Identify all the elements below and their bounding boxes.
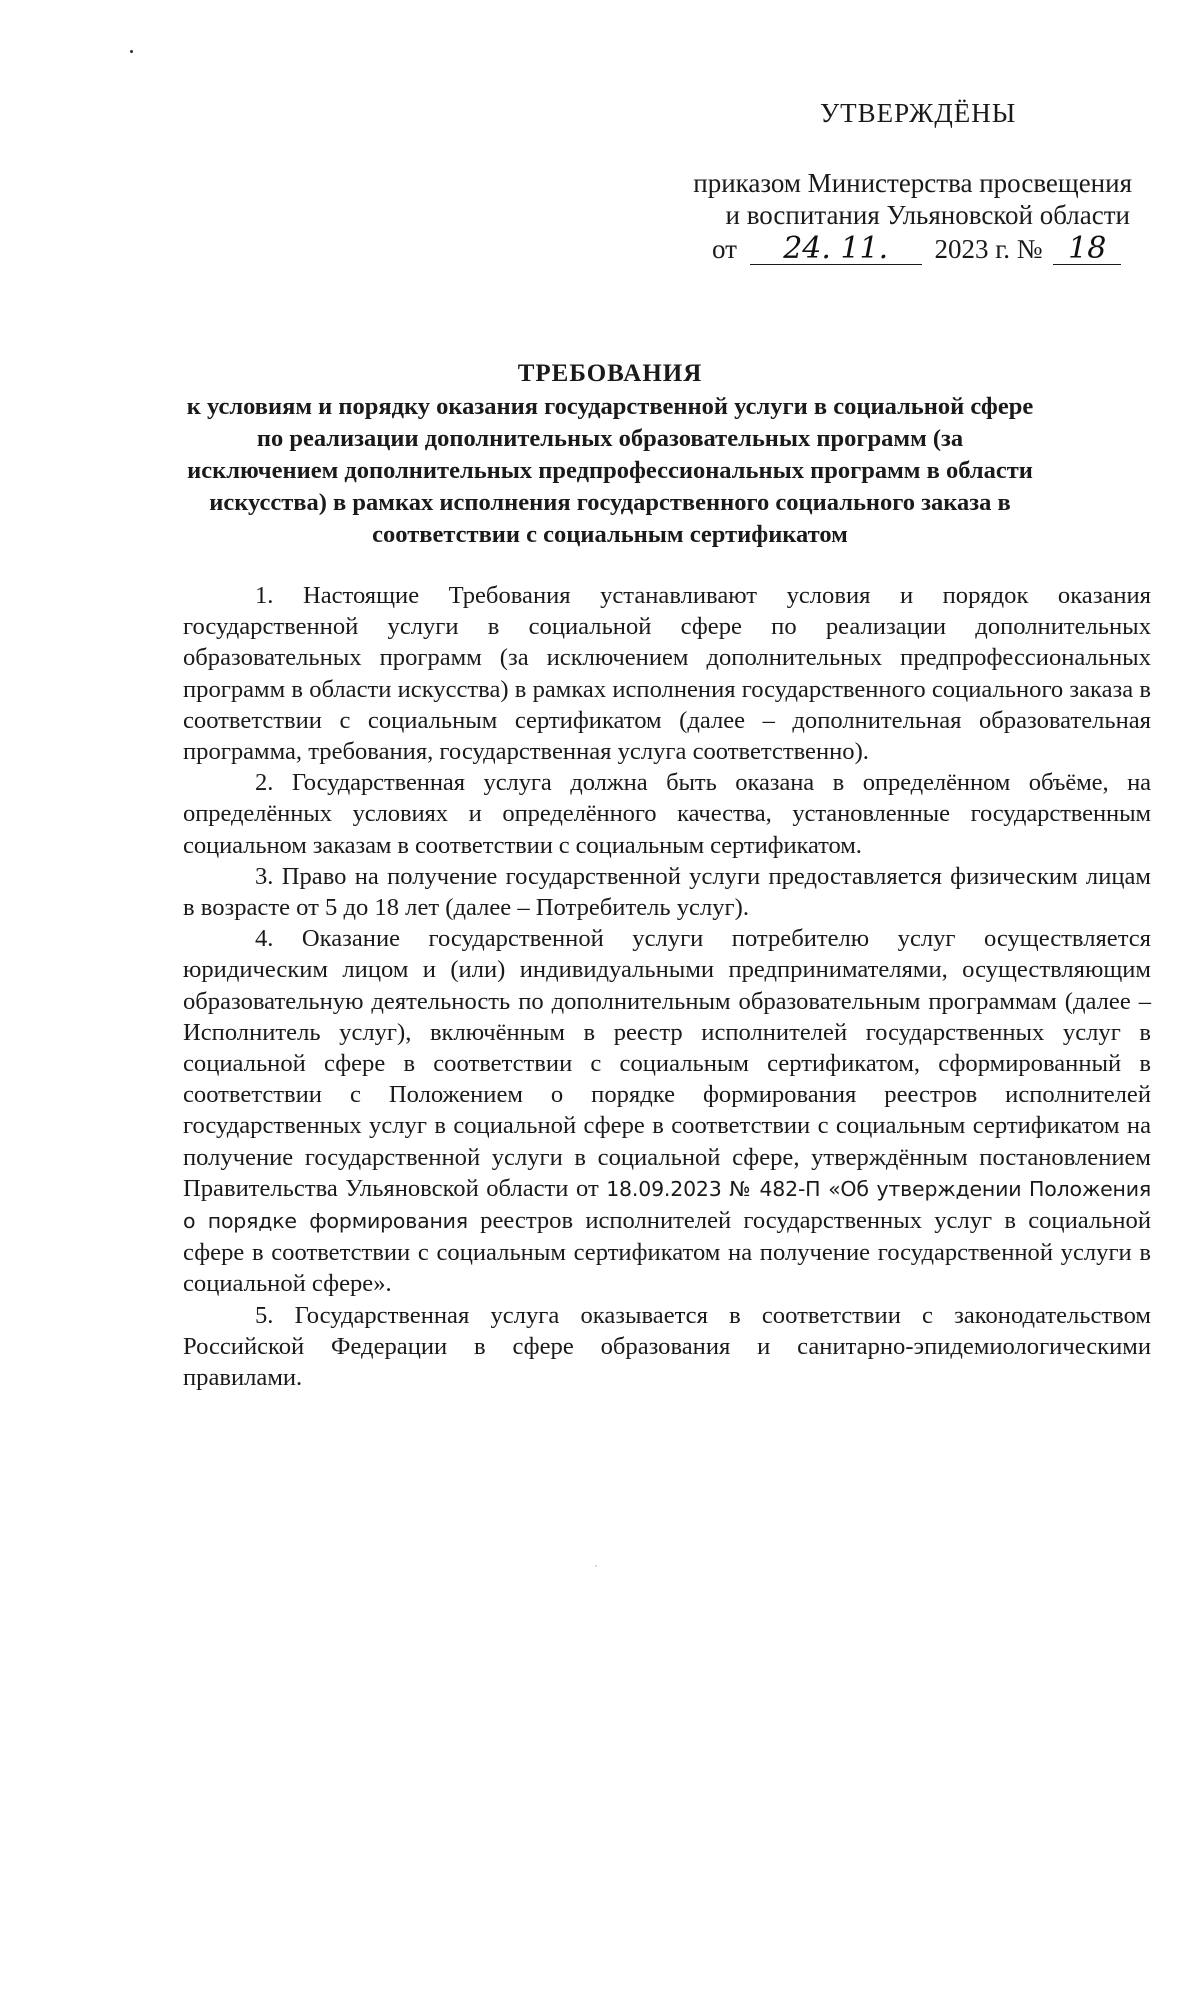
paragraph-4-resolution-ref: 18.09.2023 № 482-П «Об утверждении Положения о порядке формирования <box>183 1176 1152 1234</box>
document-subtitle: к условиям и порядку оказания государственной услуги в социальной сфере по реализации дополнительных образовательных программ (за исключением дополнительных предпрофессиональных программ в области искусства) в рамках исполнения государственного социального заказа в соответствии с социальным сертификатом <box>186 393 1034 548</box>
paragraph-4-main: 4. Оказание государственной услуги потребителю услуг осуществляется юридическим лицом и (или) индивидуальными предпринимателями, осуществляющим образовательную деятельность по дополнительным образовательным программам (далее – Исполнитель услуг), включённым в реестр исполнителей государственных услуг в социальной сфере в соответствии с социальным сертификатом, сформированный в соответствии с Положением о порядке формирования реестров исполнителей государственных услуг в социальной сфере в соответствии с социальным сертификатом на получение государственной услуги в социальной сфере, утверждённым постановлением Правительства Ульяновской области от <box>183 925 1151 1202</box>
paragraph-3: 3. Право на получение государственной услуги предоставляется физическим лицам в возрасте от 5 до 18 лет (далее – Потребитель услуг). <box>183 862 1151 922</box>
document-title-block <box>180 358 1040 551</box>
scan-speck-2 <box>595 1565 597 1567</box>
paragraph-5: 5. Государственная услуга оказывается в соответствии с законодательством Российской Федерации в сфере образования и санитарно-эпидемиологическими правилами. <box>183 1301 1151 1392</box>
paragraph-4-end: реестров исполнителей государственных услуг в социальной сфере в соответствии с социальным сертификатом на получение государственной услуги в социальной сфере». <box>183 1207 1151 1298</box>
approval-date-row <box>712 232 1121 267</box>
paragraph-1: 1. Настоящие Требования устанавливают условия и порядок оказания государственной услуги в социальной сфере по реализации дополнительных образовательных программ (за исключением дополнительных предпрофессиональных программ в области искусства) в рамках исполнения государственного социального заказа в соответствии с социальным сертификатом (далее – дополнительная образовательная программа, требования, государственная услуга соответственно). <box>183 582 1151 766</box>
approved-label: УТВЕРЖДЁНЫ <box>820 98 1017 128</box>
approval-order-line: приказом Министерства просвещения <box>693 168 1132 198</box>
paragraph-2: 2. Государственная услуга должна быть оказана в определённом объёме, на определённых условиях и определённого качества, установленные государственным социальном заказам в соответствии с социальным сертификатом. <box>183 769 1151 859</box>
handwritten-date: 24. 11. <box>750 234 922 265</box>
approval-ministry-line: и воспитания Ульяновской области <box>725 200 1130 230</box>
handwritten-order-number: 18 <box>1053 234 1121 265</box>
from-label: от <box>712 234 737 264</box>
document-body <box>183 580 1151 1393</box>
scan-speck <box>130 50 133 53</box>
year-number-label: 2023 г. № <box>934 234 1043 264</box>
document-heading: ТРЕБОВАНИЯ <box>517 360 703 387</box>
paragraph-4 <box>183 923 1151 1299</box>
